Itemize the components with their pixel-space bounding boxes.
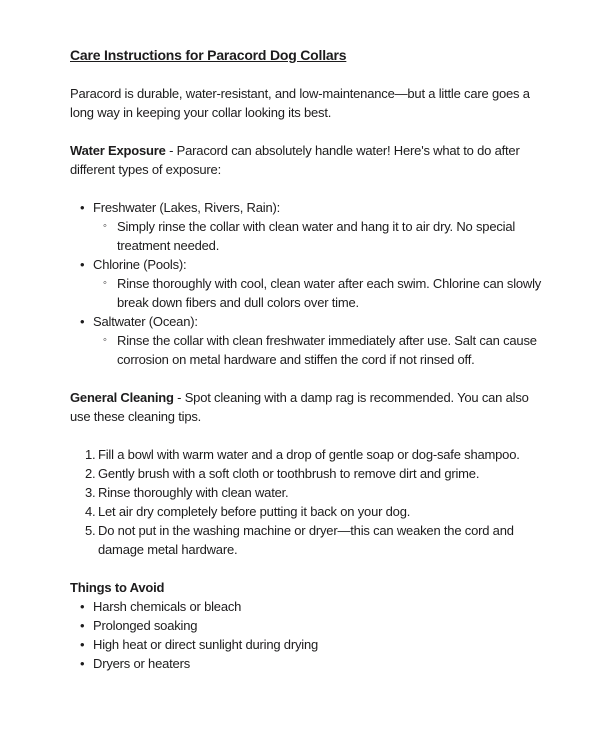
list-subitem-text: Simply rinse the collar with clean water and hang it to air dry. No special treatment needed.	[117, 219, 516, 253]
step-text: Let air dry completely before putting it back on your dog.	[98, 504, 411, 519]
list-item	[70, 635, 548, 654]
general-cleaning-lead: - Spot cleaning with a damp rag is recommended. You can also use these cleaning tips.	[70, 390, 529, 424]
bullet-icon: •	[80, 314, 85, 329]
list-item	[70, 255, 548, 274]
bullet-icon: •	[80, 257, 85, 272]
general-cleaning-paragraph	[70, 388, 548, 426]
step-text: Rinse thoroughly with clean water.	[98, 485, 289, 500]
numbered-list-item	[70, 445, 548, 464]
intro-paragraph: Paracord is durable, water-resistant, and low-maintenance—but a little care goes a long way in keeping your collar looking its best.	[70, 86, 530, 120]
numbered-list-item	[70, 502, 548, 521]
list-item	[70, 198, 548, 217]
water-exposure-paragraph	[70, 141, 548, 179]
step-number: 1.	[85, 447, 96, 462]
step-number: 2.	[85, 466, 96, 481]
bullet-icon: •	[80, 200, 85, 215]
list-subitem	[70, 274, 548, 312]
circle-bullet-icon: ◦	[103, 277, 107, 289]
list-subitem-text: Rinse thoroughly with cool, clean water after each swim. Chlorine can slowly break down fibers and dull colors over time.	[117, 276, 542, 310]
bullet-icon: •	[80, 599, 85, 614]
water-exposure-lead: - Paracord can absolutely handle water! Here's what to do after different types of exposure:	[70, 143, 520, 177]
avoid-item-text: Dryers or heaters	[93, 656, 191, 671]
numbered-list-item	[70, 521, 548, 559]
things-to-avoid-list	[70, 597, 548, 673]
circle-bullet-icon: ◦	[103, 334, 107, 346]
step-number: 3.	[85, 485, 96, 500]
things-to-avoid-heading: Things to Avoid	[70, 580, 165, 595]
numbered-list-item	[70, 464, 548, 483]
water-exposure-list	[70, 198, 548, 369]
numbered-list-item	[70, 483, 548, 502]
list-item	[70, 312, 548, 331]
list-item	[70, 597, 548, 616]
water-exposure-label: Water Exposure	[70, 143, 166, 158]
list-item-label: Saltwater (Ocean):	[93, 314, 198, 329]
step-text: Do not put in the washing machine or dryer—this can weaken the cord and damage metal hardware.	[98, 523, 514, 557]
avoid-item-text: High heat or direct sunlight during drying	[93, 637, 319, 652]
bullet-icon: •	[80, 637, 85, 652]
list-item	[70, 654, 548, 673]
list-subitem-text: Rinse the collar with clean freshwater immediately after use. Salt can cause corrosion on metal hardware and stiffen the cord if not rinsed off.	[117, 333, 537, 367]
cleaning-steps-list	[70, 445, 548, 559]
circle-bullet-icon: ◦	[103, 220, 107, 232]
avoid-item-text: Harsh chemicals or bleach	[93, 599, 242, 614]
step-text: Gently brush with a soft cloth or toothbrush to remove dirt and grime.	[98, 466, 480, 481]
step-text: Fill a bowl with warm water and a drop of gentle soap or dog-safe shampoo.	[98, 447, 520, 462]
list-item	[70, 616, 548, 635]
list-subitem	[70, 217, 548, 255]
avoid-item-text: Prolonged soaking	[93, 618, 198, 633]
step-number: 4.	[85, 504, 96, 519]
bullet-icon: •	[80, 618, 85, 633]
bullet-icon: •	[80, 656, 85, 671]
general-cleaning-label: General Cleaning	[70, 390, 174, 405]
list-item-label: Chlorine (Pools):	[93, 257, 187, 272]
step-number: 5.	[85, 523, 96, 538]
page-title: Care Instructions for Paracord Dog Collars	[70, 47, 347, 63]
list-subitem	[70, 331, 548, 369]
list-item-label: Freshwater (Lakes, Rivers, Rain):	[93, 200, 281, 215]
